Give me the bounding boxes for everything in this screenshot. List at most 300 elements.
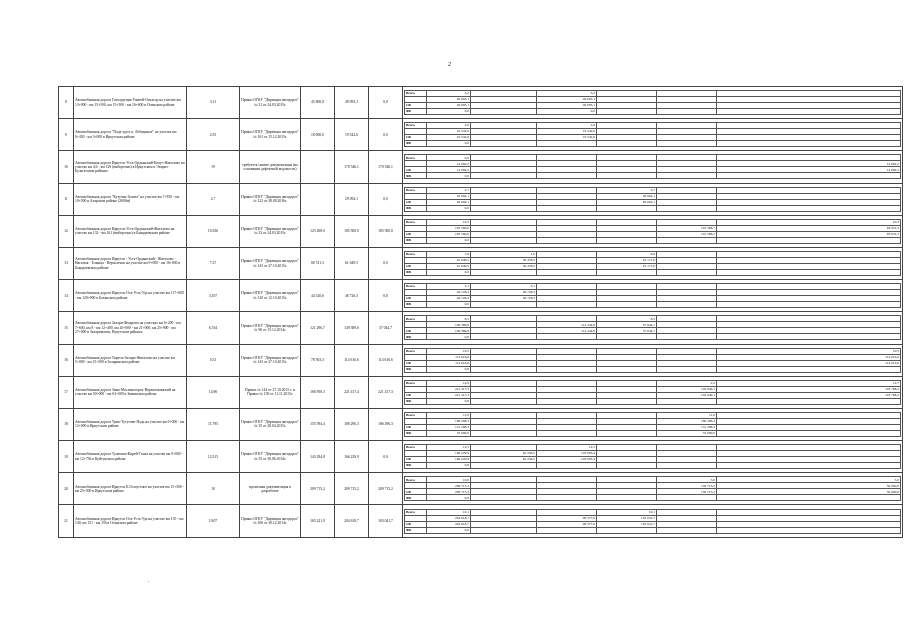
financing-value (657, 527, 717, 533)
financing-value (597, 173, 657, 179)
financing-value: 83 931,3 (717, 231, 901, 237)
estimated-cost: 155 594,4 (301, 408, 335, 440)
approval-document: Приказ ОГКУ "Дирекция автодорог" № 120 от 12.10.2015г. (240, 280, 301, 312)
financing-value: 102 649,1 (657, 392, 717, 398)
financing-cell (403, 119, 903, 151)
page-mark: . (148, 578, 150, 584)
financing-value: 62 236,5 (471, 457, 537, 463)
financing-value (471, 527, 537, 533)
road-name: Автомобильная дорога "Падь-уда в п. Лебединые" на участке км 0+450 - км 3+000 в Иркутском районе (74, 119, 187, 151)
financing-value: 0,0 (427, 141, 471, 147)
road-name: Автомобильная дорога Тулюшка-Кирей-Талая на участке км 0+000 - км 12+736 в Куйтунском районе (74, 441, 187, 473)
funding-source-label: Всего (405, 123, 427, 129)
financing-value: 0,0 (427, 237, 471, 243)
table-row (59, 87, 903, 119)
road-name: Автомобильная дорога Иркутск-Б.Голоустное на участке км 15+500 - км 25+500 в Иркутском районе (74, 473, 187, 505)
row-number: 10 (59, 151, 74, 183)
financing-row (405, 270, 901, 276)
funding-source-label: Всего (405, 316, 427, 322)
roads-table (58, 86, 903, 538)
financing-row (405, 237, 901, 243)
road-name: Автомобильная дорога Урик-Тугутово-Падь на участке км 0+000 - км 12+000 в Иркутском районе (74, 408, 187, 440)
financing-value: 166 229,9 (427, 451, 471, 457)
row-number: 14 (59, 280, 74, 312)
funding-source-label: ФБ (405, 173, 427, 179)
total-cost: 170 546,1 (335, 151, 369, 183)
financing-value (597, 109, 657, 115)
financing-value: 221 417,3 (427, 392, 471, 398)
road-length: 10,356 (187, 215, 240, 247)
financing-value: 0,0 (427, 302, 471, 308)
road-name: Автомобильная дорога Тырель-Залари-Жигалово на участке км 5+000 - км 15+500 в Заларинском районе (74, 344, 187, 376)
funding-source-label: Всего (405, 155, 427, 161)
financing-value: 166 229,9 (427, 457, 471, 463)
funding-source-label: ОБ (405, 457, 427, 463)
row-number: 21 (59, 505, 74, 537)
financing-value: 131 298,3 (427, 424, 471, 430)
row-number: 17 (59, 376, 74, 408)
financing-value (597, 430, 657, 436)
approval-document: Приказ ОГКУ "Дирекция автодорог" № 122 от 28.09.2016г. (240, 183, 301, 215)
financing-value: 55 000,0 (657, 430, 717, 436)
funding-source-label: ОБ (405, 424, 427, 430)
funding-source-label: ФБ (405, 366, 427, 372)
financing-value (537, 302, 597, 308)
estimated-cost: 125 268,0 (301, 215, 335, 247)
financing-value (471, 430, 537, 436)
financing-value: 46 726,3 (471, 290, 537, 296)
funding-source-label: ОБ (405, 135, 427, 141)
financing-value (717, 366, 901, 372)
financing-value: 2,6 (427, 123, 471, 129)
financing-cell (403, 505, 903, 537)
road-length: 6,534 (187, 312, 240, 344)
financing-value (657, 205, 717, 211)
financing-table (404, 251, 901, 276)
funding-source-label: ОБ (405, 328, 427, 334)
financing-value: 0,0 (537, 109, 597, 115)
total-cost: 61 649,5 (335, 247, 369, 279)
funding-source-label: ОБ (405, 103, 427, 109)
financing-value: 14,9 (427, 380, 471, 386)
remaining-cost: 209 715,2 (369, 473, 403, 505)
financing-value: 61 649,5 (427, 258, 471, 264)
financing-value: 46 726,3 (427, 290, 471, 296)
financing-cell (403, 441, 903, 473)
financing-value: 99 577,0 (537, 515, 597, 521)
financing-value: 2,7 (597, 187, 657, 193)
funding-source-label: ФБ (405, 430, 427, 436)
row-number: 16 (59, 344, 74, 376)
estimated-cost: 44 520,6 (301, 280, 335, 312)
financing-value: 0,0 (427, 366, 471, 372)
financing-value (537, 398, 597, 404)
financing-value: 0,0 (427, 155, 471, 161)
financing-value: 204 618,7 (427, 521, 471, 527)
financing-value: 101 568,7 (657, 231, 717, 237)
approval-document: Приказ № 144 от 27.10.2015 г. и Приказ № 150 от 11.11.2015г. (240, 376, 301, 408)
financing-value (717, 141, 901, 147)
financing-value: 49 093,1 (427, 97, 471, 103)
total-cost: 49 093,1 (335, 87, 369, 119)
financing-cell (403, 408, 903, 440)
financing-row (405, 173, 901, 179)
financing-value: 11,8 (657, 412, 717, 418)
funding-source-label: Всего (405, 219, 427, 225)
total-cost: 166 229,9 (335, 441, 369, 473)
financing-value: 14 082,2 (717, 167, 901, 173)
financing-value: 3,2 (427, 91, 471, 97)
financing-row (405, 109, 901, 115)
financing-value (657, 173, 717, 179)
estimated-cost: 165 221,9 (301, 505, 335, 537)
road-length: 2,55 (187, 119, 240, 151)
financing-value (471, 141, 537, 147)
estimated-cost: 166 950,3 (301, 376, 335, 408)
financing-value: 25 171,0 (597, 258, 657, 264)
funding-source-label: ФБ (405, 237, 427, 243)
financing-table (404, 315, 901, 340)
table-row (59, 505, 903, 537)
funding-source-label: Всего (405, 412, 427, 418)
financing-value: 49 093,1 (427, 103, 471, 109)
financing-row (405, 205, 901, 211)
funding-source-label: Всего (405, 477, 427, 483)
approval-document: Приказ ОГКУ "Дирекция автодорог" № 96 от 15.12.2014г. (240, 312, 301, 344)
financing-value (537, 173, 597, 179)
financing-value (597, 205, 657, 211)
road-length: 10 (187, 473, 240, 505)
financing-value (657, 334, 717, 340)
financing-value: 62 236,5 (471, 451, 537, 457)
financing-value (597, 302, 657, 308)
approval-document: проектная документация в разработке (240, 473, 301, 505)
road-length: 12,515 (187, 441, 240, 473)
financing-value: 7,6 (427, 252, 471, 258)
approval-document: Приказ ОГКУ "Дирекция автодорог" № 143 от 27.10.2015г. (240, 247, 301, 279)
financing-value (657, 270, 717, 276)
approval-document: Приказ ОГКУ "Дирекция автодорог" № 55 от 30.06.2014г. (240, 441, 301, 473)
financing-value (717, 270, 901, 276)
financing-value (537, 237, 597, 243)
road-length: 10,07 (187, 505, 240, 537)
financing-table (404, 219, 901, 244)
funding-source-label: ФБ (405, 495, 427, 501)
financing-table (404, 380, 901, 405)
financing-value: 101 568,7 (657, 225, 717, 231)
approval-document: Приказ ОГКУ "Дирекция автодорог" № 23 от 24.03.2015г. (240, 215, 301, 247)
financing-value (717, 334, 901, 340)
financing-value (471, 398, 537, 404)
table-row (59, 408, 903, 440)
financing-row (405, 141, 901, 147)
total-cost: 209 715,2 (335, 473, 369, 505)
funding-source-label: ФБ (405, 270, 427, 276)
financing-value: 10,1 (427, 509, 471, 515)
financing-value: 149 389,6 (427, 328, 471, 334)
financing-table (404, 154, 901, 179)
table-row (59, 280, 903, 312)
financing-value (717, 205, 901, 211)
financing-value (537, 205, 597, 211)
financing-value (471, 270, 537, 276)
financing-value: 12,5 (427, 445, 471, 451)
funding-source-label: ФБ (405, 302, 427, 308)
financing-row (405, 463, 901, 469)
financing-value (471, 302, 537, 308)
remaining-cost: 185 500,0 (369, 215, 403, 247)
financing-value: 103 993,4 (537, 457, 597, 463)
financing-value: 36 478,5 (471, 258, 537, 264)
approval-document: Приказ ОГКУ "Дирекция автодорог" № 21 от 24.03.2015г. (240, 87, 301, 119)
remaining-cost: 186 296,3 (369, 408, 403, 440)
financing-value: 112 344,9 (537, 322, 597, 328)
financing-value: 10,1 (597, 509, 657, 515)
financing-value (717, 398, 901, 404)
financing-table (404, 444, 901, 469)
financing-row (405, 398, 901, 404)
financing-value: 131 298,3 (657, 424, 717, 430)
estimated-cost: 143 294,8 (301, 441, 335, 473)
remaining-cost: 0,0 (369, 247, 403, 279)
row-number: 19 (59, 441, 74, 473)
financing-value: 105 041,7 (597, 521, 657, 527)
funding-source-label: Всего (405, 380, 427, 386)
financing-cell (403, 247, 903, 279)
financing-value: 102 649,1 (657, 386, 717, 392)
financing-value: 6,6 (597, 252, 657, 258)
table-row (59, 376, 903, 408)
financing-value: 209 715,2 (427, 489, 471, 495)
financing-value: 0,0 (427, 398, 471, 404)
financing-value (657, 237, 717, 243)
road-name: Автомобильная дорога Иркутск-Оса-Усть-Уда на участке км 135 - км 140, км 151 - км 156 в Осинском районе (74, 505, 187, 537)
financing-value (597, 527, 657, 533)
financing-value (717, 109, 901, 115)
financing-value: 0,0 (427, 109, 471, 115)
financing-value: 12,5 (537, 445, 597, 451)
table-row (59, 312, 903, 344)
funding-source-label: Всего (405, 509, 427, 515)
total-cost: 204 618,7 (335, 505, 369, 537)
financing-value (471, 495, 537, 501)
table-row (59, 473, 903, 505)
financing-value: 149 389,6 (427, 322, 471, 328)
approval-document: Приказ ОГКУ "Дирекция автодорог" № 143 от 27.10.2015г. (240, 344, 301, 376)
total-cost: 114 616,6 (335, 344, 369, 376)
financing-value (657, 366, 717, 372)
funding-source-label: ФБ (405, 398, 427, 404)
road-length: 2,7 (187, 183, 240, 215)
financing-row (405, 527, 901, 533)
remaining-cost: 114 616,6 (369, 344, 403, 376)
financing-value (717, 302, 901, 308)
financing-value: 0,0 (427, 270, 471, 276)
financing-row (405, 430, 901, 436)
financing-value: 5,0 (717, 477, 901, 483)
estimated-cost: 121 296,7 (301, 312, 335, 344)
financing-value: 10,0 (427, 477, 471, 483)
financing-value: 61 649,5 (427, 264, 471, 270)
financing-value: 10,3 (427, 219, 471, 225)
remaining-cost: 0,0 (369, 119, 403, 151)
road-length: 3,107 (187, 280, 240, 312)
financing-value (471, 334, 537, 340)
total-cost: 221 417,4 (335, 376, 369, 408)
financing-cell (403, 151, 903, 183)
table-row (59, 183, 903, 215)
remaining-cost: 221 417,3 (369, 376, 403, 408)
financing-value (597, 334, 657, 340)
financing-value: 29 094,1 (427, 193, 471, 199)
funding-source-label: Всего (405, 284, 427, 290)
financing-value (717, 463, 901, 469)
financing-value (471, 463, 537, 469)
financing-value (471, 173, 537, 179)
funding-source-label: Всего (405, 252, 427, 258)
financing-value: 10,5 (427, 348, 471, 354)
funding-source-label: ОБ (405, 167, 427, 173)
funding-source-label: Всего (405, 91, 427, 97)
funding-source-label: ОБ (405, 392, 427, 398)
financing-value: 14 082,2 (717, 161, 901, 167)
financing-value (717, 237, 901, 243)
remaining-cost: 0,0 (369, 441, 403, 473)
financing-value: 46 726,3 (471, 296, 537, 302)
financing-value: 114 616,6 (427, 360, 471, 366)
approval-document: требуется снятие документации (на основании дефектной ведомости) (240, 151, 301, 183)
row-number: 8 (59, 87, 74, 119)
table-row (59, 119, 903, 151)
funding-source-label: Всего (405, 445, 427, 451)
row-number: 9 (59, 119, 74, 151)
funding-source-label: Всего (405, 187, 427, 193)
road-length: 11,795 (187, 408, 240, 440)
estimated-cost (301, 151, 335, 183)
funding-source-label: ОБ (405, 296, 427, 302)
financing-value: 49 093,1 (537, 103, 597, 109)
financing-cell (403, 312, 903, 344)
financing-value: 83 931,3 (717, 225, 901, 231)
total-cost: 186 296,3 (335, 408, 369, 440)
financing-row (405, 334, 901, 340)
financing-cell (403, 344, 903, 376)
financing-value: 3,1 (471, 284, 537, 290)
financing-value: 29 094,1 (597, 199, 657, 205)
estimated-cost: 18 000,0 (301, 119, 335, 151)
financing-value: 25 171,0 (597, 264, 657, 270)
financing-value: 50 000,0 (717, 489, 901, 495)
financing-value: 114 616,6 (427, 354, 471, 360)
financing-value: 55 000,0 (427, 430, 471, 436)
funding-source-label: ОБ (405, 521, 427, 527)
table-row (59, 215, 903, 247)
total-cost: 46 726,3 (335, 280, 369, 312)
funding-source-label: ОБ (405, 264, 427, 270)
financing-value (717, 173, 901, 179)
table-row (59, 247, 903, 279)
remaining-cost: 0,0 (369, 183, 403, 215)
financing-table (404, 122, 901, 147)
financing-value (597, 366, 657, 372)
financing-table (404, 187, 901, 212)
financing-value: 8,5 (427, 316, 471, 322)
approval-document: Приказ ОГКУ "Дирекция автодорог" № 106 от 30.12.2014г. (240, 505, 301, 537)
financing-value (657, 141, 717, 147)
financing-cell (403, 183, 903, 215)
financing-value (537, 366, 597, 372)
financing-value: 2,6 (537, 123, 597, 129)
financing-cell (403, 87, 903, 119)
road-length: 10,5 (187, 344, 240, 376)
financing-value: 0,0 (427, 495, 471, 501)
financing-value: 19 542,6 (427, 135, 471, 141)
financing-value: 0,0 (427, 527, 471, 533)
approval-document: Приказ ОГКУ "Дирекция автодорог" № 35 от 28.04.2015г. (240, 408, 301, 440)
financing-value: 105 041,7 (597, 515, 657, 521)
total-cost: 29 094,1 (335, 183, 369, 215)
financing-value (537, 527, 597, 533)
financing-value: 29 094,1 (597, 193, 657, 199)
financing-value: 186 296,3 (427, 418, 471, 424)
road-name: Автомобильная дорога Иркутск-Усть-Ордынский-Качуг-Жигалово на участке км 4,6 - км 129 (выборочно) в Иркутском и Эхирит-Булагатском районах (74, 151, 187, 183)
financing-value: 0,0 (427, 205, 471, 211)
financing-value: 11,8 (427, 412, 471, 418)
funding-source-label: Всего (405, 348, 427, 354)
financing-value (537, 141, 597, 147)
financing-value: 0,0 (427, 334, 471, 340)
financing-value (657, 495, 717, 501)
financing-table (404, 412, 901, 437)
financing-value: 185 500,0 (427, 231, 471, 237)
financing-cell (403, 215, 903, 247)
funding-source-label: ФБ (405, 334, 427, 340)
financing-value: 8,5 (597, 316, 657, 322)
row-number: 13 (59, 247, 74, 279)
remaining-cost: 37 044,7 (369, 312, 403, 344)
financing-value: 19 542,6 (427, 129, 471, 135)
road-name: Автомобильная дорога Иркутск-Оса-Усть-Уда на участке км 117+000 - км 120+000 в Боханском районе (74, 280, 187, 312)
financing-table (404, 283, 901, 308)
financing-value: 49 093,1 (537, 97, 597, 103)
row-number: 18 (59, 408, 74, 440)
financing-value (471, 366, 537, 372)
funding-source-label: ФБ (405, 527, 427, 533)
financing-value: 2,7 (427, 187, 471, 193)
funding-source-label: ФБ (405, 141, 427, 147)
financing-value: 99 577,0 (537, 521, 597, 527)
financing-value: 37 044,7 (597, 322, 657, 328)
funding-source-label: ОБ (405, 489, 427, 495)
financing-value: 19 542,6 (537, 129, 597, 135)
financing-value: 3,2 (537, 91, 597, 97)
page-number: 2 (448, 62, 451, 68)
financing-value: 2,2 (657, 380, 717, 386)
road-length: 3,31 (187, 87, 240, 119)
estimated-cost: 78 563,3 (301, 344, 335, 376)
financing-cell (403, 376, 903, 408)
financing-cell (403, 473, 903, 505)
financing-value (537, 463, 597, 469)
financing-value (537, 430, 597, 436)
total-cost: 185 500,0 (335, 215, 369, 247)
funding-source-label: ОБ (405, 231, 427, 237)
financing-value: 204 618,7 (427, 515, 471, 521)
financing-value (597, 270, 657, 276)
table-row (59, 441, 903, 473)
financing-table (404, 476, 901, 501)
financing-value: 114 616,6 (717, 360, 901, 366)
